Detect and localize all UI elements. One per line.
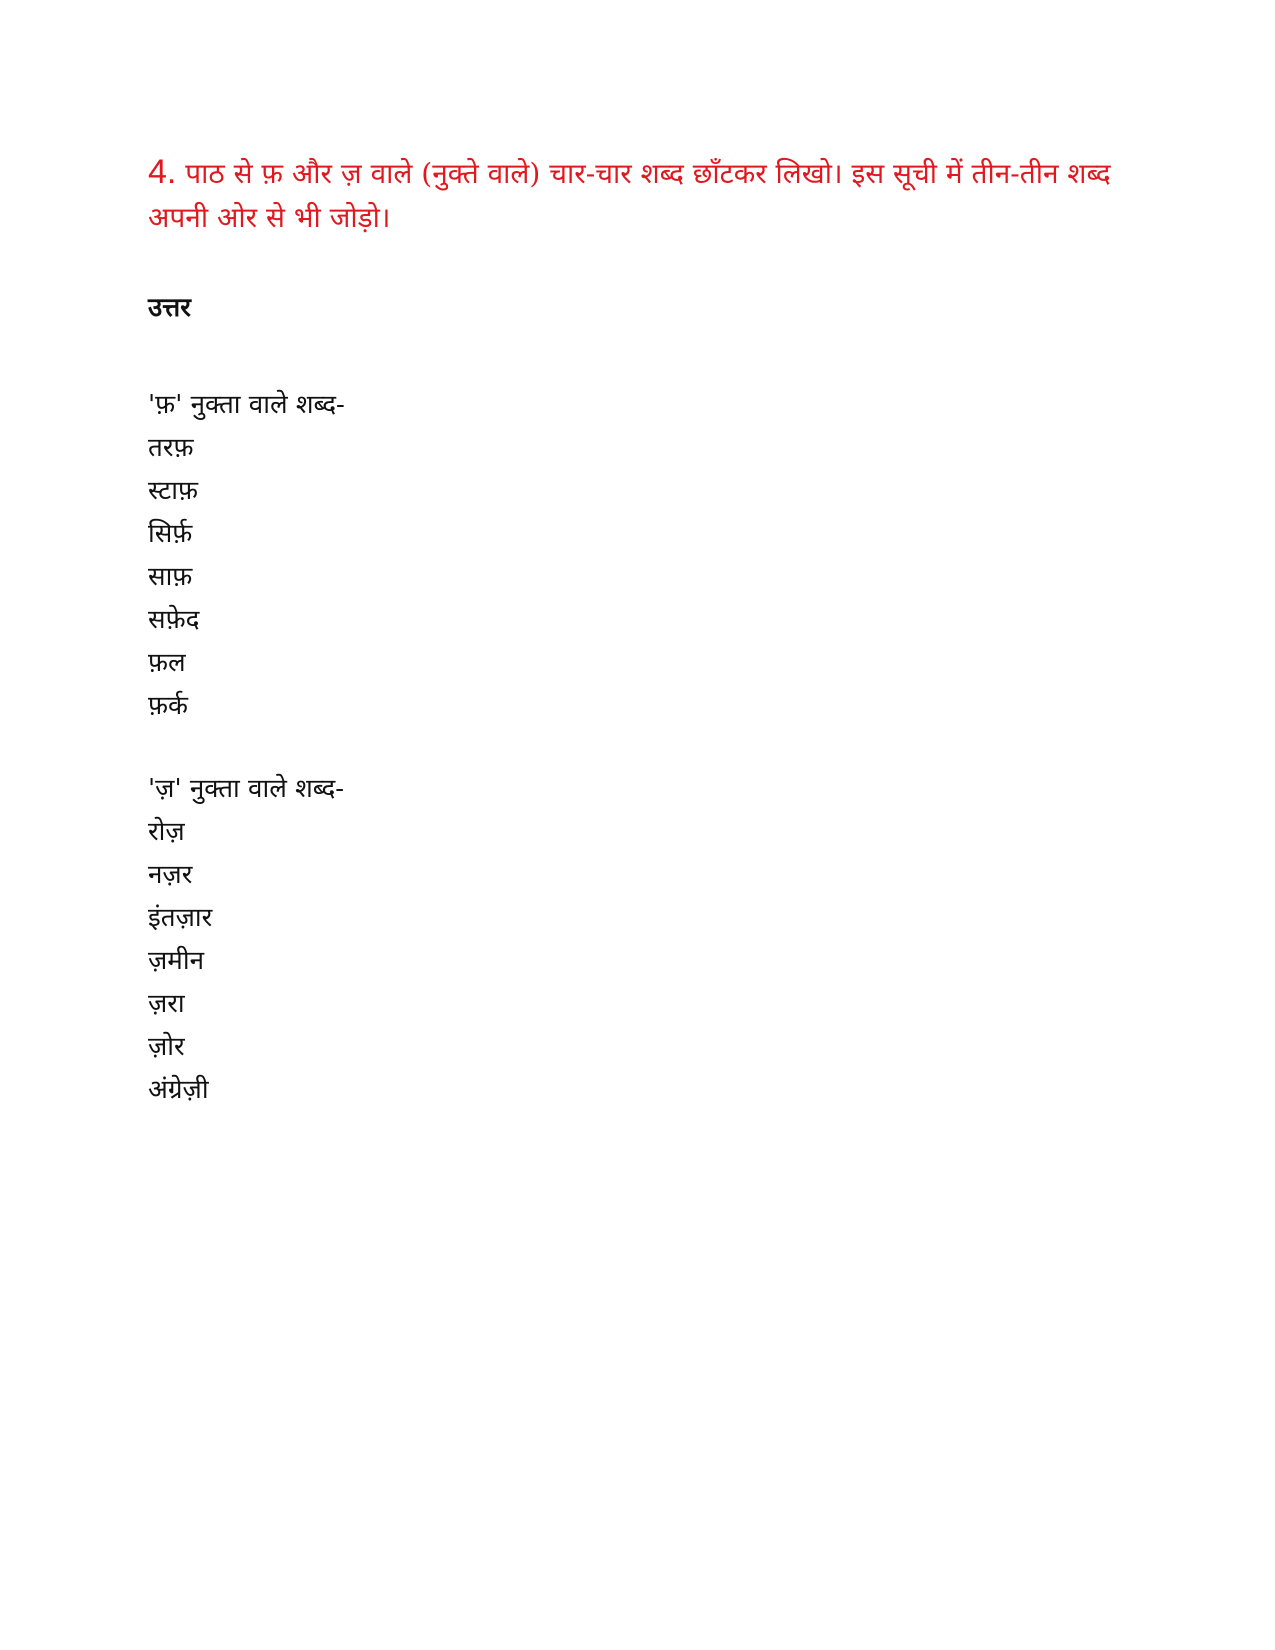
word-list — [148, 427, 1128, 728]
word-item: ज़मीन — [148, 946, 205, 976]
word-item: फ़ल — [148, 648, 186, 678]
word-item: रोज़ — [148, 817, 185, 847]
question-text — [148, 150, 1128, 240]
section-heading: 'फ़' नुक्ता वाले शब्द- — [148, 390, 345, 420]
section-za-words — [148, 768, 1128, 1112]
word-list — [148, 811, 1128, 1112]
word-item: नज़र — [148, 860, 193, 890]
word-item: फ़र्क — [148, 691, 189, 721]
section-fa-words — [148, 384, 1128, 728]
word-item: ज़रा — [148, 989, 185, 1019]
word-item: साफ़ — [148, 562, 193, 592]
word-item: सफ़ेद — [148, 605, 200, 635]
word-item: ज़ोर — [148, 1032, 185, 1062]
question-number: 4. — [148, 153, 177, 191]
document-page — [148, 150, 1128, 1112]
word-item: तरफ़ — [148, 433, 194, 463]
section-heading: 'ज़' नुक्ता वाले शब्द- — [148, 774, 345, 804]
word-item: इंतज़ार — [148, 903, 213, 933]
word-item: सिर्फ़ — [148, 519, 193, 549]
word-item: स्टाफ़ — [148, 476, 198, 506]
answer-label: उत्तर — [148, 293, 191, 323]
word-item: अंग्रेज़ी — [148, 1075, 209, 1105]
question-body: पाठ से फ़ और ज़ वाले (नुक्ते वाले) चार-चार शब्द छाँटकर लिखो। इस सूची में तीन-तीन शब्द अपनी ओर से भी जोड़ो। — [148, 157, 1111, 234]
